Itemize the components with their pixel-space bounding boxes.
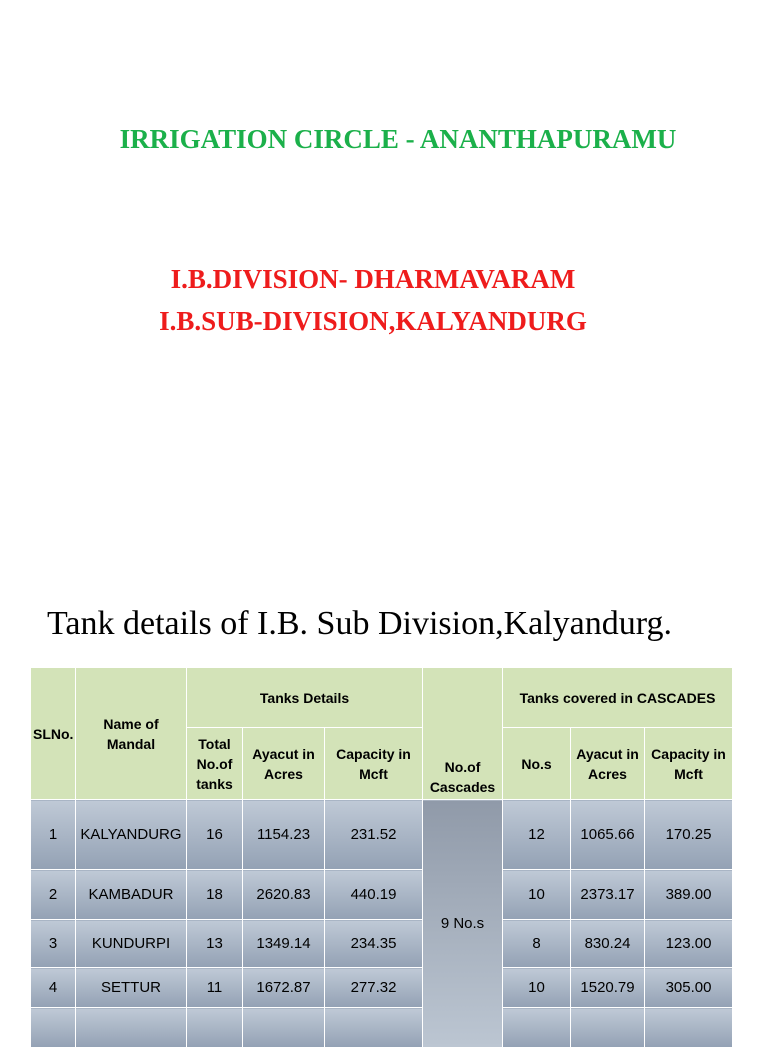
- header-ayacut: Ayacut in Acres: [243, 728, 325, 800]
- cell-mandal: KAMBADUR: [76, 870, 187, 920]
- cell-slno: 3: [31, 920, 76, 968]
- cell-total: 11: [187, 968, 243, 1008]
- cell-mandal: KUNDURPI: [76, 920, 187, 968]
- table-row: [31, 800, 733, 870]
- cell-total: [187, 1008, 243, 1048]
- cell-total: 18: [187, 870, 243, 920]
- header-cascade-capacity: Capacity in Mcft: [645, 728, 733, 800]
- cell-total: 13: [187, 920, 243, 968]
- header-cascades: No.of Cascades: [423, 668, 503, 800]
- cell-cascade-capacity: 389.00: [645, 870, 733, 920]
- cell-cascade-nos: [503, 1008, 571, 1048]
- cell-cascade-ayacut: [571, 1008, 645, 1048]
- cell-capacity: [325, 1008, 423, 1048]
- cell-capacity: 231.52: [325, 800, 423, 870]
- cell-slno: 1: [31, 800, 76, 870]
- table-title: Tank details of I.B. Sub Division,Kalyandurg.: [47, 605, 672, 642]
- cell-cascade-capacity: 170.25: [645, 800, 733, 870]
- cell-ayacut: 2620.83: [243, 870, 325, 920]
- cell-mandal: SETTUR: [76, 968, 187, 1008]
- cell-cascade-ayacut: 2373.17: [571, 870, 645, 920]
- tank-details-table: [30, 667, 733, 1048]
- circle-title: IRRIGATION CIRCLE - ANANTHAPURAMU: [119, 124, 677, 154]
- cell-cascade-total: 9 No.s: [423, 800, 503, 1048]
- cell-cascade-nos: 12: [503, 800, 571, 870]
- cell-ayacut: 1672.87: [243, 968, 325, 1008]
- cell-slno: [31, 1008, 76, 1048]
- cell-mandal: KALYANDURG: [76, 800, 187, 870]
- cell-capacity: 277.32: [325, 968, 423, 1008]
- cell-cascade-ayacut: 1065.66: [571, 800, 645, 870]
- header-tanks-details: Tanks Details: [187, 668, 423, 728]
- cell-total: 16: [187, 800, 243, 870]
- cell-cascade-capacity: 305.00: [645, 968, 733, 1008]
- cell-cascade-capacity: [645, 1008, 733, 1048]
- cell-slno: 2: [31, 870, 76, 920]
- table-row: [31, 1008, 733, 1048]
- header-total-tanks: Total No.of tanks: [187, 728, 243, 800]
- cell-slno: 4: [31, 968, 76, 1008]
- cell-mandal: [76, 1008, 187, 1048]
- header-capacity: Capacity in Mcft: [325, 728, 423, 800]
- cell-cascade-ayacut: 830.24: [571, 920, 645, 968]
- division-title: I.B.DIVISION- DHARMAVARAM: [170, 264, 576, 294]
- cell-ayacut: [243, 1008, 325, 1048]
- table-row: [31, 870, 733, 920]
- cell-capacity: 234.35: [325, 920, 423, 968]
- cell-ayacut: 1349.14: [243, 920, 325, 968]
- sub-division-title: I.B.SUB-DIVISION,KALYANDURG: [159, 306, 587, 336]
- header-cascade-nos: No.s: [503, 728, 571, 800]
- header-cascade-ayacut: Ayacut in Acres: [571, 728, 645, 800]
- cell-cascade-nos: 10: [503, 968, 571, 1008]
- table-row: [31, 968, 733, 1008]
- cell-cascade-ayacut: 1520.79: [571, 968, 645, 1008]
- cell-cascade-nos: 10: [503, 870, 571, 920]
- cell-cascade-nos: 8: [503, 920, 571, 968]
- header-slno: SLNo.: [31, 668, 76, 800]
- header-row-top: [31, 668, 733, 728]
- table-row: [31, 920, 733, 968]
- cell-cascade-capacity: 123.00: [645, 920, 733, 968]
- cell-ayacut: 1154.23: [243, 800, 325, 870]
- header-tanks-covered: Tanks covered in CASCADES: [503, 668, 733, 728]
- cell-capacity: 440.19: [325, 870, 423, 920]
- header-mandal: Name of Mandal: [76, 668, 187, 800]
